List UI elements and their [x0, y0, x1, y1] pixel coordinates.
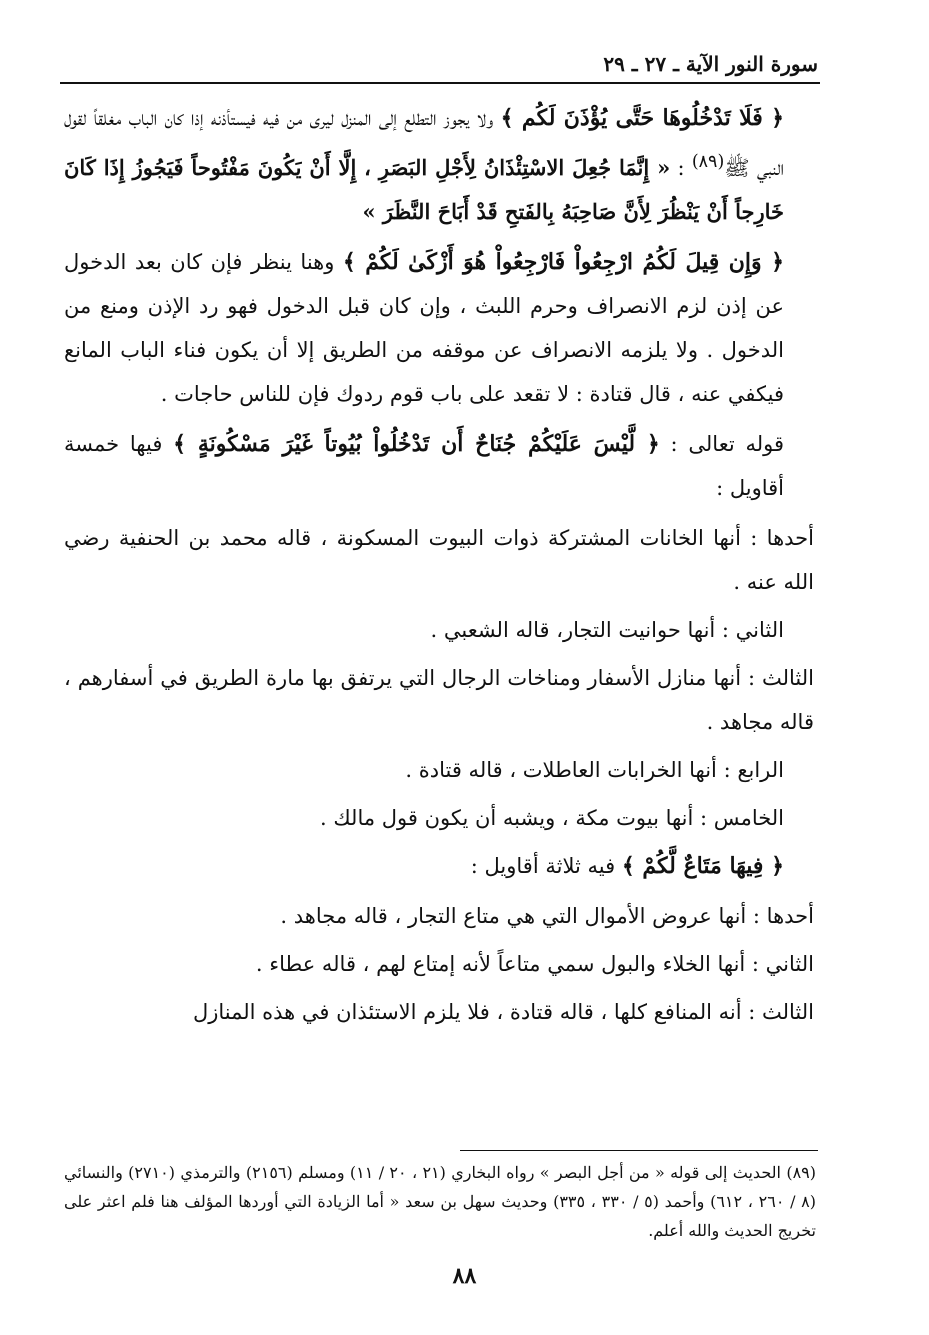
- paragraph-2: [64, 240, 814, 416]
- quran-verse: ﴿ لَّيْسَ عَلَيْكُمْ جُنَاحٌ أَن تَدْخُلُواْ بُيُوتاً غَيْرَ مَسْكُونَةٍ ﴾: [173, 431, 660, 457]
- quran-verse: ﴿ وَإِن قِيلَ لَكُمُ ارْجِعُواْ فَارْجِعُواْ هُوَ أَزْكَىٰ لَكُمْ ﴾: [342, 249, 784, 275]
- quran-verse: ﴿ فَلَا تَدْخُلُوهَا حَتَّى يُؤْذَنَ لَكُم ﴾: [500, 105, 784, 131]
- paragraph-text: ولا يجوز التطلع إلى المنزل ليرى من فيه فيستأذنه إذا كان الباب مغلقاً لقول النبي ﷺ: [64, 106, 784, 180]
- footnote-reference: (٨٩): [691, 152, 725, 172]
- header-title: سورة النور الآية ـ ٢٧ ـ ٢٩: [603, 52, 818, 76]
- list-item: الثاني : أنها حوانيت التجار، قاله الشعبي .: [430, 618, 784, 642]
- paragraph-text: :: [670, 156, 692, 180]
- paragraph-text: فيه ثلاثة أقاويل :: [470, 854, 622, 878]
- paragraph-text: وهنا ينظر فإن كان بعد الدخول عن إذن لزم الانصراف وحرم اللبث ، وإن كان قبل الدخول فهو رد الإذن ومنع من الدخول . ولا يلزمه الانصراف عن موقفه من الطريق إلا أن يكون فناء الباب المانع فيكفي عنه ، قال قتادة : لا تقعد على باب قوم ردوك فإن للناس حاجات .: [64, 250, 784, 406]
- paragraph-text: فيها خمسة أقاويل :: [64, 432, 784, 500]
- footnote-divider: [460, 1150, 818, 1151]
- paragraph-text: قوله تعالى :: [659, 432, 785, 456]
- list-item: الخامس : أنها بيوت مكة ، ويشبه أن يكون قول مالك .: [320, 806, 784, 830]
- footnote: (٨٩) الحديث إلى قوله « من أجل البصر » رواه البخاري (٢١ ، ٢٠ / ١١) ومسلم (٢١٥٦) والترمذي (٢٧١٠) والنسائي (٨ / ٢٦٠ ، ٦١٢) وأحمد (٥ / ٣٣٠ ، ٣٣٥) وحديث سهل بن سعد « أما الزيادة التي أوردها المؤلف هنا فلم اعثر على تخريج الحديث والله أعلم.: [64, 1163, 816, 1240]
- paragraph-3: [64, 422, 814, 510]
- paragraph-4: [64, 844, 814, 888]
- list-item: الثالث : أنها منازل الأسفار ومناخات الرجال التي يرتفق بها مارة الطريق في أسفارهم ، قاله مجاهد .: [64, 666, 814, 734]
- list-item: أحدها : أنها عروض الأموال التي هي متاع التجار ، قاله مجاهد .: [280, 904, 814, 928]
- hadith-quote: « إِنَّمَا جُعِلَ الاسْتِئْذَانُ لِأَجْلِ البَصَرِ ، إِلَّا أَنْ يَكُونَ مَفْتُوحاً فَيَجُوزُ إِذَا كَانَ خَارِجاً أَنْ يَنْظُرَ لِأَنَّ صَاحِبَهُ بِالفَتحِ قَدْ أَبَاحَ النَّظَرَ »: [64, 155, 784, 224]
- quran-verse: ﴿ فِيهَا مَتَاعٌ لَّكُمْ ﴾: [621, 853, 784, 879]
- paragraph-1: [64, 96, 814, 234]
- running-header: [60, 50, 820, 84]
- list-item: الثالث : أنه المنافع كلها ، قاله قتادة ، فلا يلزم الاستئذان في هذه المنازل: [192, 1000, 814, 1024]
- list-item: الرابع : أنها الخرابات العاطلات ، قاله قتادة .: [405, 758, 784, 782]
- main-text: [64, 96, 814, 1038]
- list-item: أحدها : أنها الخانات المشتركة ذوات البيوت المسكونة ، قاله محمد بن الحنفية رضي الله عنه .: [64, 526, 814, 594]
- page-number: ٨٨: [452, 1263, 477, 1289]
- list-item: الثاني : أنها الخلاء والبول سمي متاعاً لأنه إمتاع لهم ، قاله عطاء .: [255, 952, 814, 976]
